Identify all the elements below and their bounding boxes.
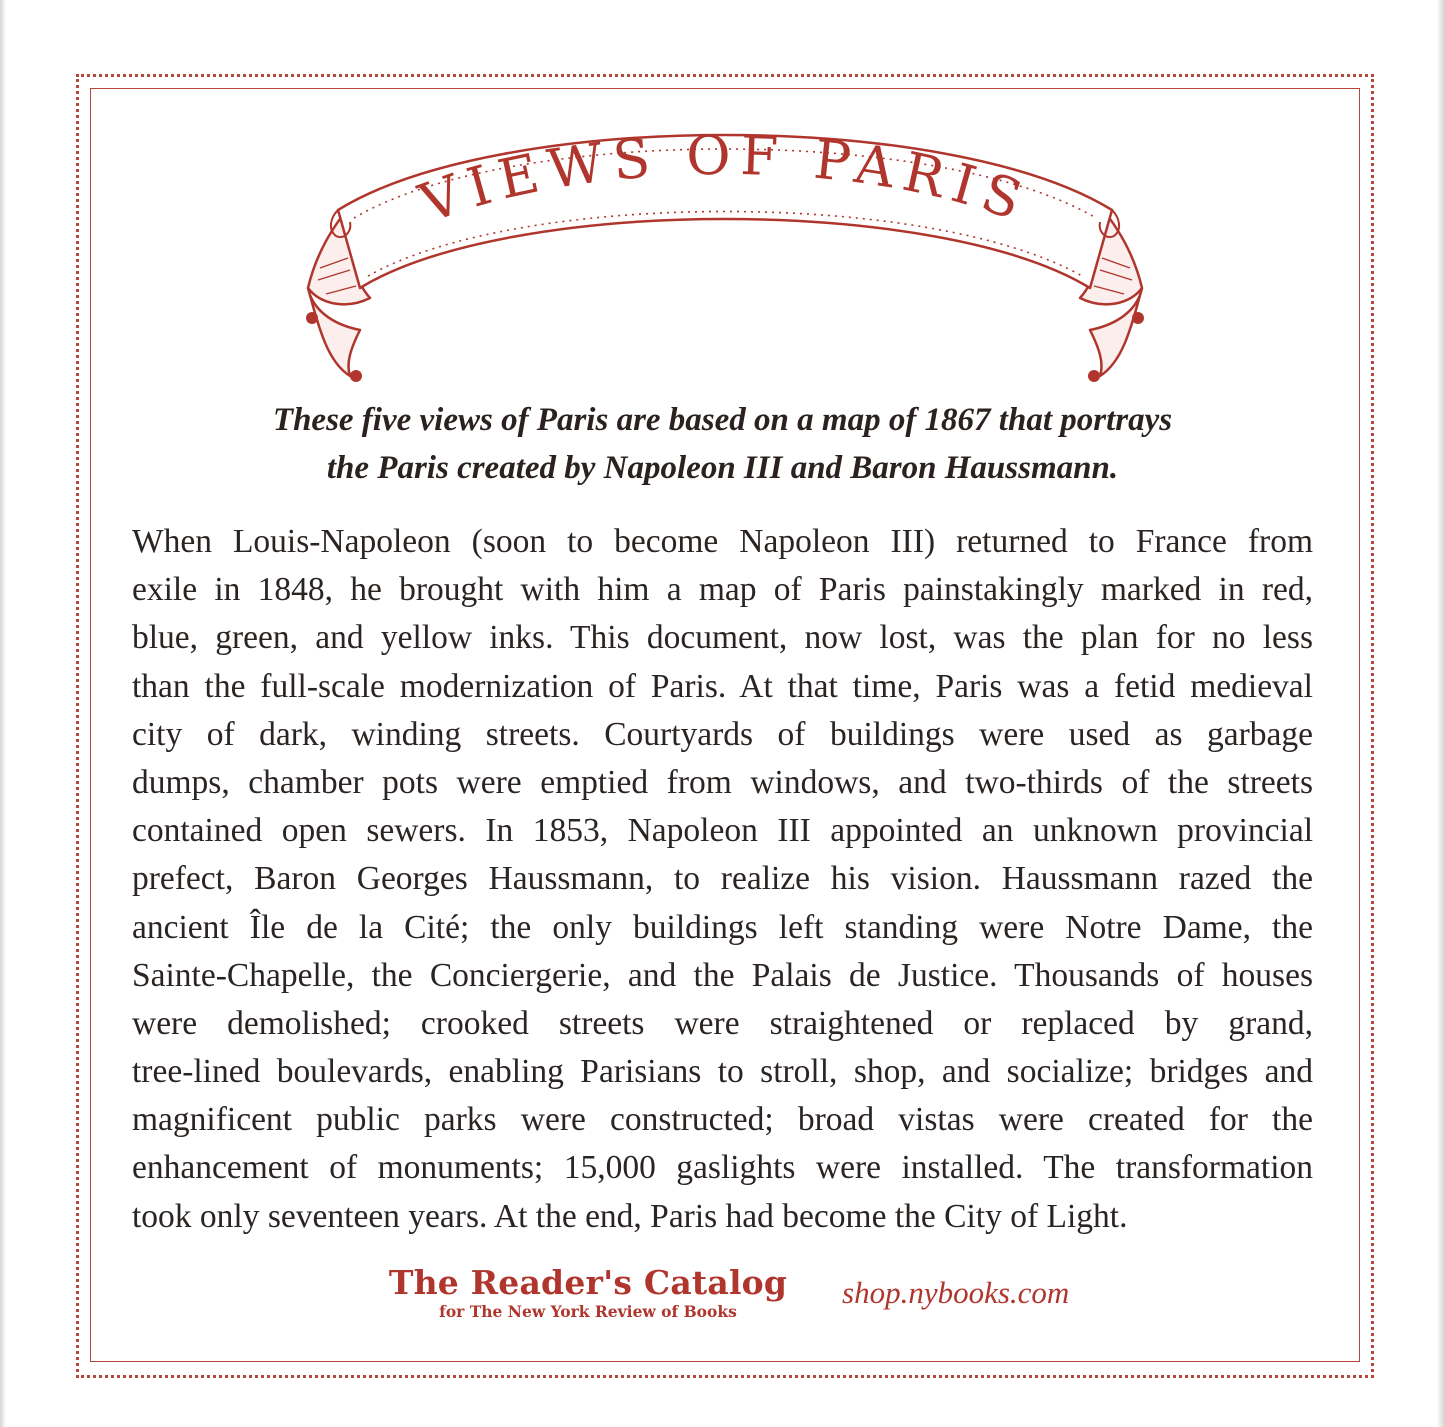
banner-left-ball-1 bbox=[306, 312, 318, 324]
banner-left-ball-2 bbox=[350, 370, 362, 382]
body-paragraph bbox=[132, 518, 1313, 1241]
body-line: took only seventeen years. At the end, Paris had become the City of Light. bbox=[132, 1197, 1128, 1235]
brand-name: The Reader's Catalog bbox=[388, 1263, 788, 1302]
body-line: magnificent public parks were constructed; broad vistas were created for the bbox=[132, 1101, 1313, 1139]
body-line: Sainte-Chapelle, the Conciergerie, and the Palais de Justice. Thousands of houses bbox=[132, 956, 1313, 994]
body-line: than the full-scale modernization of Paris. At that time, Paris was a fetid medieval bbox=[132, 667, 1313, 705]
body-line: contained open sewers. In 1853, Napoleon III appointed an unknown provincial bbox=[132, 812, 1313, 850]
body-line: prefect, Baron Georges Haussmann, to realize his vision. Haussmann razed the bbox=[132, 860, 1313, 898]
shop-url-link[interactable]: shop.nybooks.com bbox=[842, 1275, 1070, 1310]
body-line: ancient Île de la Cité; the only buildings left standing were Notre Dame, the bbox=[132, 908, 1313, 946]
readers-catalog-logo bbox=[358, 1264, 818, 1322]
intro-line: the Paris created by Napoleon III and Baron Haussmann. bbox=[326, 450, 1119, 486]
banner-right-ball-2 bbox=[1088, 370, 1100, 382]
body-line: When Louis-Napoleon (soon to become Napoleon III) returned to France from bbox=[132, 523, 1313, 560]
body-line: blue, green, and yellow inks. This document, now lost, was the plan for no less bbox=[132, 619, 1313, 657]
body-line: exile in 1848, he brought with him a map of Paris painstakingly marked in red, bbox=[132, 571, 1313, 609]
title-banner bbox=[290, 118, 1160, 388]
brand-subtitle: for The New York Review of Books bbox=[439, 1302, 737, 1321]
banner-title: VIEWS OF PARIS bbox=[411, 123, 1039, 236]
intro-paragraph bbox=[140, 396, 1305, 492]
body-line: enhancement of monuments; 15,000 gaslights were installed. The transformation bbox=[132, 1149, 1313, 1187]
body-line: city of dark, winding streets. Courtyards of buildings were used as garbage bbox=[132, 715, 1313, 753]
body-line: were demolished; crooked streets were straightened or replaced by grand, bbox=[132, 1004, 1313, 1042]
body-line: dumps, chamber pots were emptied from windows, and two-thirds of the streets bbox=[132, 763, 1313, 801]
body-line: tree-lined boulevards, enabling Parisians to stroll, shop, and socialize; bridges and bbox=[132, 1053, 1313, 1091]
scan-edge-right bbox=[1437, 0, 1445, 1427]
banner-right-ball-1 bbox=[1132, 312, 1144, 324]
scan-edge-left bbox=[0, 0, 6, 1427]
intro-line: These five views of Paris are based on a map of 1867 that portrays bbox=[272, 402, 1173, 438]
